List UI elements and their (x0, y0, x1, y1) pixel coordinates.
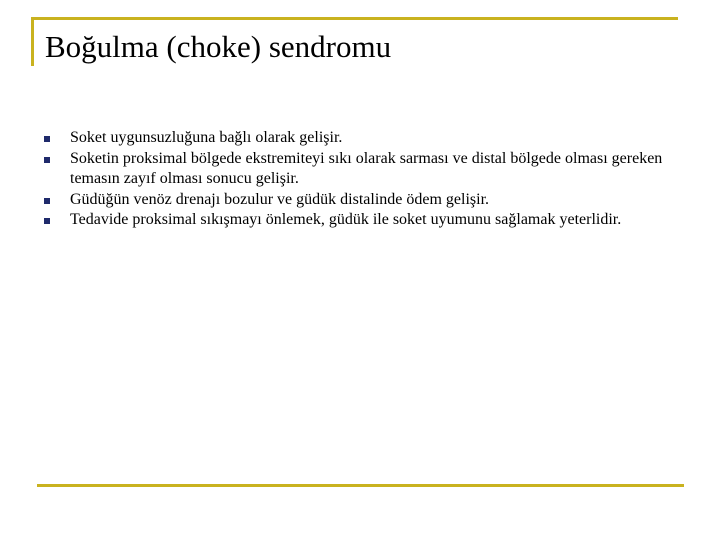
bullet-item (44, 128, 674, 149)
square-bullet-icon (44, 136, 50, 142)
bullet-item (44, 149, 674, 190)
bullet-text: Tedavide proksimal sıkışmayı önlemek, güdük ile soket uyumunu sağlamak yeterlidir. (70, 211, 622, 228)
square-bullet-icon (44, 198, 50, 204)
bullet-item (44, 190, 674, 211)
bullet-text: Soket uygunsuzluğuna bağlı olarak gelişir. (70, 129, 343, 146)
footer-rule (37, 484, 684, 487)
title-rule-left (31, 17, 34, 66)
bullet-item (44, 210, 674, 231)
bullet-text: Soketin proksimal bölgede ekstremiteyi sıkı olarak sarması ve distal bölgede olması gereken temasın zayıf olması sonucu gelişir. (70, 149, 663, 187)
square-bullet-icon (44, 157, 50, 163)
square-bullet-icon (44, 218, 50, 224)
title-rule-top (31, 17, 678, 20)
slide-title: Boğulma (choke) sendromu (45, 29, 392, 64)
bullet-text: Güdüğün venöz drenajı bozulur ve güdük distalinde ödem gelişir. (70, 190, 490, 208)
bullet-list (44, 128, 674, 231)
